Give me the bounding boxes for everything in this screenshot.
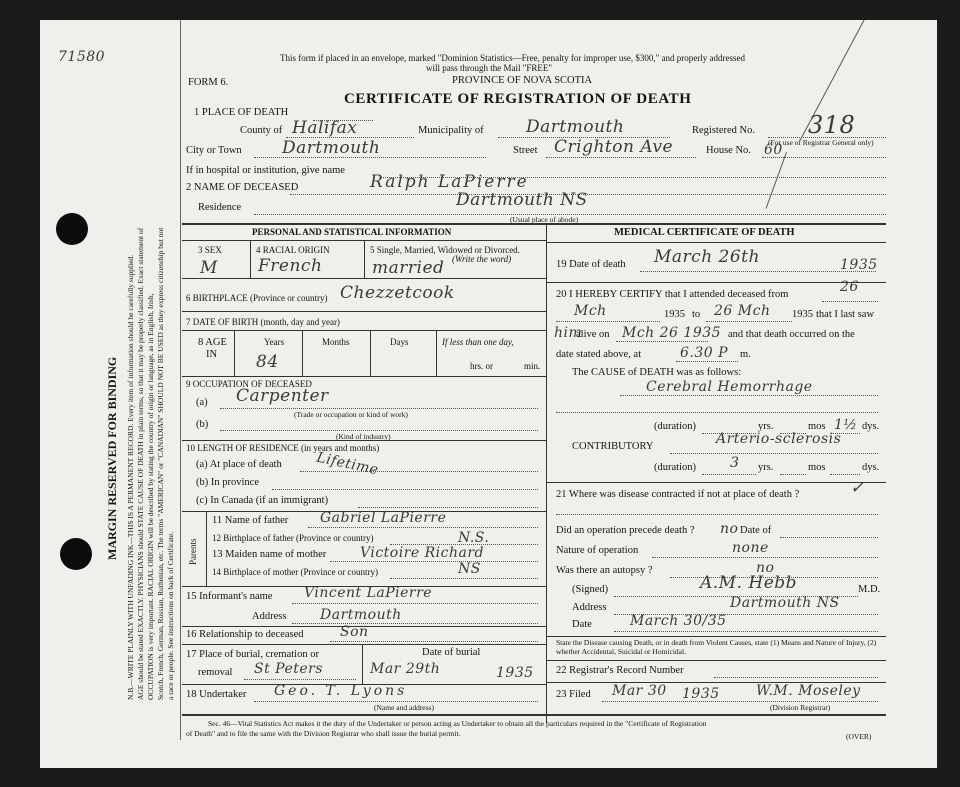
medical-header: MEDICAL CERTIFICATE OF DEATH (614, 227, 795, 238)
racial-origin-label: 4 RACIAL ORIGIN (256, 245, 330, 255)
city-value: Dartmouth (282, 138, 381, 158)
nature-of-operation-label: Nature of operation (556, 545, 639, 556)
death-time-value: 6.30 P (680, 345, 729, 361)
father-value: Gabriel LaPierre (320, 510, 447, 526)
duration-label: (duration) (654, 421, 696, 432)
to-label: to (692, 309, 701, 320)
burial-date-value: Mar 29th (370, 661, 441, 677)
date-of-death-value: March 26th (654, 247, 760, 267)
registered-no-label: Registered No. (692, 125, 755, 136)
burial-removal-label: removal (198, 667, 233, 678)
envelope-note-1: This form if placed in an envelope, marked "Dominion Statistics—Free, penalty for improper use, $300," and properly addressed (280, 53, 745, 63)
attended-from-value: 26 (840, 279, 859, 295)
street-label: Street (513, 145, 538, 156)
operation-value: no (720, 521, 739, 537)
racial-origin-value: French (258, 256, 323, 276)
margin-title: MARGIN RESERVED FOR BINDING (105, 356, 119, 560)
relationship-value: Son (340, 624, 369, 640)
residence-label: Residence (198, 202, 242, 213)
envelope-note-2: will pass through the Mail "FREE" (426, 63, 553, 73)
father-birthplace-value: N.S. (458, 530, 490, 546)
signed-label: (Signed) (572, 584, 609, 595)
burial-place-label: 17 Place of burial, cremation or (186, 649, 319, 660)
certify-label: 20 I HEREBY CERTIFY that I attended deceased from (556, 289, 789, 300)
hrs-label: hrs. or (470, 361, 493, 371)
cause-label: The CAUSE of DEATH was as follows: (572, 367, 742, 378)
date-of-death-label: 19 Date of death (556, 259, 626, 270)
res-canada-label: (c) In Canada (if an immigrant) (196, 495, 329, 506)
city-label: City or Town (186, 145, 242, 156)
res-at-place-label: (a) At place of death (196, 459, 282, 470)
violent-causes-note (556, 639, 882, 656)
occupation-b: (b) (196, 419, 209, 430)
filed-label: 23 Filed (556, 689, 591, 700)
father-birthplace-label: 12 Birthplace of father (Province or country) (212, 533, 374, 543)
less-than-day-label: If less than one day, (442, 337, 514, 347)
cause-value: Cerebral Hemorrhage (646, 379, 813, 395)
mos-value: 1½ (834, 417, 858, 433)
informant-address-value: Dartmouth (320, 607, 402, 623)
birthplace-value: Chezzetcook (340, 283, 455, 303)
name-of-deceased-label: 2 NAME OF DECEASED (186, 182, 299, 193)
mother-label: 13 Maiden name of mother (212, 549, 327, 560)
registrar-record-label: 22 Registrar's Record Number (556, 665, 684, 676)
division-registrar-note: (Division Registrar) (770, 703, 831, 712)
contrib-duration-label: (duration) (654, 462, 696, 473)
binding-hole-bottom (60, 538, 92, 570)
informant-label: 15 Informant's name (186, 591, 273, 602)
undertaker-label: 18 Undertaker (186, 689, 247, 700)
relationship-label: 16 Relationship to deceased (186, 629, 304, 640)
burial-place-value: St Peters (254, 661, 324, 677)
footer-line-1: Sec. 46—Vital Statistics Act makes it the duty of the Undertaker or person acting as Undertaker to obtain all the particulars required in the "Certificate of Registration (208, 719, 707, 728)
occupation-a-note: (Trade or occupation or kind of work) (294, 410, 408, 419)
disease-contracted-mark: ✓ (850, 478, 865, 498)
registrar-check-mark (766, 152, 787, 209)
occupation-a: (a) (196, 397, 208, 408)
physician-signature: A.M. Hebb (700, 573, 798, 593)
sex-label: 3 SEX (198, 245, 222, 255)
autopsy-value: no (756, 560, 775, 576)
autopsy-label: Was there an autopsy ? (556, 565, 653, 576)
place-of-death-label: 1 PLACE OF DEATH (194, 107, 289, 118)
age-in-label: IN (206, 349, 218, 360)
death-time-suffix: m. (740, 349, 751, 360)
informant-address-label: Address (252, 611, 287, 622)
contrib-dys-label: dys. (862, 462, 880, 473)
alive-on-label: alive on (576, 329, 610, 340)
dys-label: dys. (862, 421, 880, 432)
undertaker-note: (Name and address) (374, 703, 434, 712)
physician-address-label: Address (572, 602, 607, 613)
disease-contracted-label: 21 Where was disease contracted if not at place of death ? (556, 489, 800, 500)
certificate-date-value: March 30/35 (630, 613, 727, 629)
filed-year-value: 1935 (682, 686, 720, 702)
father-label: 11 Name of father (212, 515, 289, 526)
binding-hole-top (56, 213, 88, 245)
years-value: 84 (256, 352, 279, 372)
attended-to-value: 26 Mch (714, 303, 771, 319)
registered-no-value: 318 (808, 111, 856, 139)
street-value: Crighton Ave (554, 137, 674, 157)
marital-hint: (Write the word) (452, 254, 512, 264)
margin-notice-3: OCCUPATION is very important. RACIAL ORIGIN will be described by stating the country of origin or language, as in English, Irish, (146, 293, 155, 700)
certificate-date-label: Date (572, 619, 592, 630)
municipality-value: Dartmouth (526, 117, 625, 137)
undertaker-value: Geo. T. Lyons (274, 683, 408, 699)
physician-address-value: Dartmouth NS (730, 595, 840, 611)
footer-over: (OVER) (846, 732, 872, 741)
burial-year-value: 1935 (496, 665, 534, 681)
alive-on-value: Mch 26 1935 (622, 325, 722, 341)
parents-label: Parents (188, 538, 198, 565)
informant-value: Vincent LaPierre (304, 585, 433, 601)
mother-birthplace-label: 14 Birthplace of mother (Province or country) (212, 567, 378, 577)
last-saw-label: that I last saw (816, 309, 875, 320)
death-certificate (40, 20, 937, 768)
mos-label: mos (808, 421, 826, 432)
him-value: him (554, 325, 583, 341)
contrib-yrs-label: yrs. (758, 462, 774, 473)
age-label: 8 AGE (198, 337, 227, 348)
municipality-label: Municipality of (418, 125, 484, 136)
margin-notice-1: N.B.—WRITE PLAINLY WITH UNFADING INK—THIS IS A PERMANENT RECORD. Every item of information should be carefully supplied. (126, 254, 135, 700)
occupation-value: Carpenter (236, 386, 329, 406)
mother-birthplace-value: NS (458, 561, 481, 577)
margin-border (180, 20, 181, 740)
contributory-value: Arterio-sclerosis (716, 431, 842, 447)
res-at-place-value: Lifetime (315, 449, 380, 479)
res-province-label: (b) In province (196, 477, 259, 488)
years-label: Years (264, 337, 285, 347)
county-label: County of (240, 125, 283, 136)
occupation-label: 9 OCCUPATION OF DECEASED (186, 379, 312, 389)
marital-value: married (372, 258, 445, 278)
residence-value: Dartmouth NS (456, 190, 588, 210)
attended-from-month: Mch (574, 303, 607, 319)
county-value: Halifax (292, 118, 358, 138)
nature-of-operation-value: none (732, 540, 769, 556)
form-number: FORM 6. (188, 77, 229, 88)
margin-notice-4: Scotch, French, German, Russian, Ruthenian, etc. The terms "AMERICAN" or "CANADIAN" SHOULD NOT BE USED as they express citizenship but not (156, 227, 165, 700)
date-stated-label: date stated above, at (556, 349, 642, 360)
days-label: Days (390, 337, 409, 347)
operation-label: Did an operation precede death ? (556, 525, 695, 536)
name-of-deceased-value: Ralph LaPierre (370, 172, 529, 192)
house-no-label: House No. (706, 145, 751, 156)
year-to-label: 1935 (792, 309, 813, 320)
md-label: M.D. (858, 584, 881, 595)
contrib-yrs-value: 3 (730, 455, 740, 471)
yrs-label: yrs. (758, 421, 774, 432)
operation-date-label: Date of (740, 525, 772, 536)
year-from-label: 1935 (664, 309, 685, 320)
dob-label: 7 DATE OF BIRTH (month, day and year) (186, 317, 340, 327)
months-label: Months (322, 337, 350, 347)
residence-note: (Usual place of abode) (510, 215, 579, 224)
margin-notice-5: a race or people. See instructions on back of Certificate. (166, 531, 175, 700)
corner-note: 71580 (58, 49, 106, 65)
hospital-label: If in hospital or institution, give name (186, 165, 345, 176)
footer-line-2: of Death" and to file the same with the Division Registrar who shall issue the burial permit. (186, 729, 461, 738)
margin-notice-2: AGE should be stated EXACTLY. PHYSICIANS should STATE CAUSE OF DEATH in plain terms, so that it may be properly classified. Exact statement of (136, 227, 145, 700)
filed-date-value: Mar 30 (612, 683, 667, 699)
death-occurred-label: and that death occurred on the (728, 329, 855, 340)
registrar-note: (For use of Registrar General only) (768, 138, 874, 147)
burial-date-label: Date of burial (422, 647, 481, 658)
length-of-residence-label: 10 LENGTH OF RESIDENCE (in years and months) (186, 443, 380, 453)
certificate-title: CERTIFICATE OF REGISTRATION OF DEATH (344, 91, 692, 107)
sex-value: M (200, 258, 218, 278)
birthplace-label: 6 BIRTHPLACE (Province or country) (186, 293, 328, 303)
mother-value: Victoire Richard (360, 545, 485, 561)
house-no-value: 60 (764, 142, 783, 158)
contrib-mos-label: mos (808, 462, 826, 473)
date-of-death-year: 1935 (840, 257, 878, 273)
province-heading: PROVINCE OF NOVA SCOTIA (452, 75, 593, 86)
min-label: min. (524, 361, 541, 371)
marital-label: 5 Single, Married, Widowed or Divorced. (370, 245, 520, 255)
personal-header: PERSONAL AND STATISTICAL INFORMATION (252, 227, 452, 237)
contributory-label: CONTRIBUTORY (572, 441, 654, 452)
violent-causes-text: State the Disease causing Death, or in death from Violent Causes, state (1) Means and Nature of Injury, (2) whether Accidental, Suicidal or Homicidal. (556, 638, 877, 656)
registrar-signature: W.M. Moseley (756, 683, 861, 699)
occupation-b-note: (Kind of industry) (336, 432, 391, 441)
